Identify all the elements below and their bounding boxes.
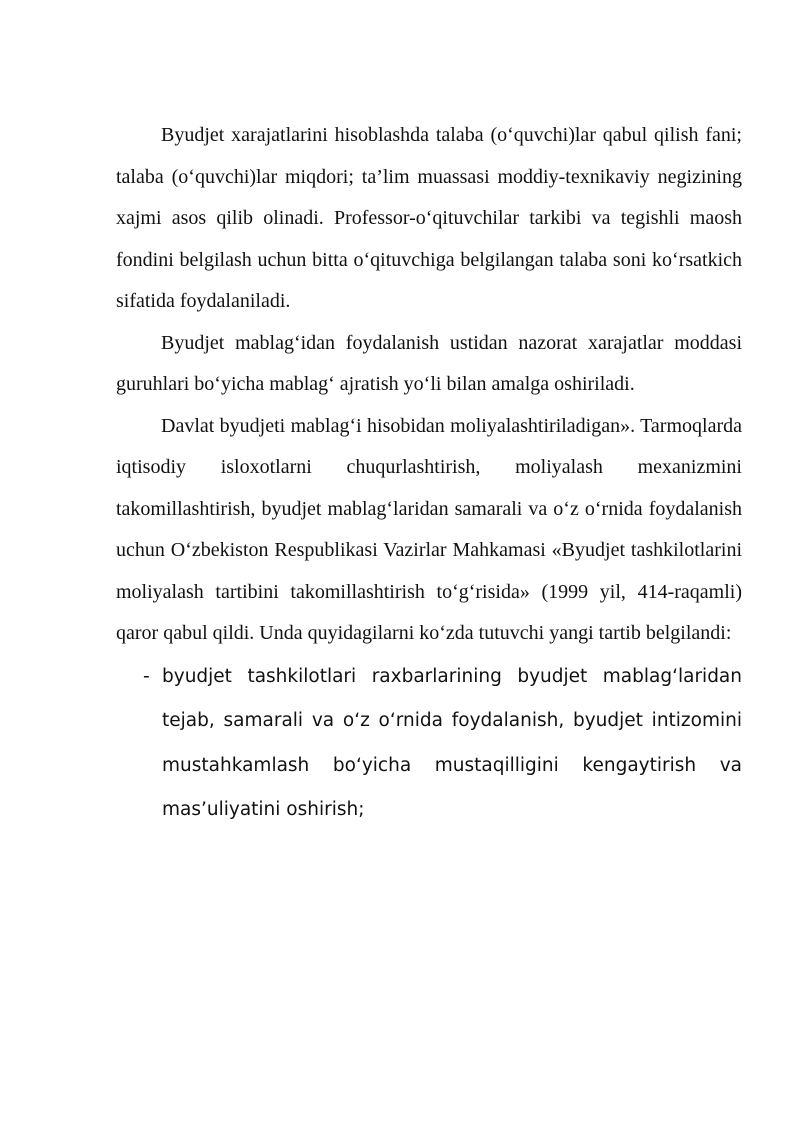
- dash-bullet: -: [143, 665, 150, 687]
- list-item: [116, 655, 742, 833]
- paragraph-state-budget-financing: Davlat byudjeti mablag‘i hisobidan moliyalashtiriladigan». Tarmoqlarda iqtisodiy isloxotlarni chuqurlashtirish, moliyalash mexanizmini takomillashtirish, byudjet mablag‘laridan samarali va o‘z o‘rnida foydalanish uchun O‘zbekiston Respublikasi Vazirlar Mahkamasi «Byudjet tashkilotlarini moliyalash tartibini takomillashtirish to‘g‘risida» (1999 yil, 414-raqamli) qaror qabul qildi. Unda quyidagilarni ko‘zda tutuvchi yangi tartib belgilandi:: [116, 414, 742, 644]
- document-body: [116, 115, 742, 833]
- paragraph-budget-calculation: Byudjet xarajatlarini hisoblashda talaba (o‘quvchi)lar qabul qilish fani; talaba (o‘quvchi)lar miqdori; ta’lim muassasi moddiy-texnikaviy negizining xajmi asos qilib olinadi. Professor-o‘qituvchilar tarkibi va tegishli maosh fondini belgilash uchun bitta o‘qituvchiga belgilangan talaba soni ko‘rsatkich sifatida foydalaniladi.: [116, 124, 742, 312]
- paragraph-budget-control: Byudjet mablag‘idan foydalanish ustidan nazorat xarajatlar moddasi guruhlari bo‘yicha mablag‘ ajratish yo‘li bilan amalga oshiriladi.: [116, 331, 742, 395]
- bulleted-list: [116, 655, 742, 833]
- list-item-text: byudjet tashkilotlari raxbarlarining byudjet mablag‘laridan tejab, samarali va o‘z o‘rnida foydalanish, byudjet intizomini mustahkamlash bo‘yicha mustaqilligini kengaytirish va mas’uliyatini oshirish;: [162, 665, 742, 820]
